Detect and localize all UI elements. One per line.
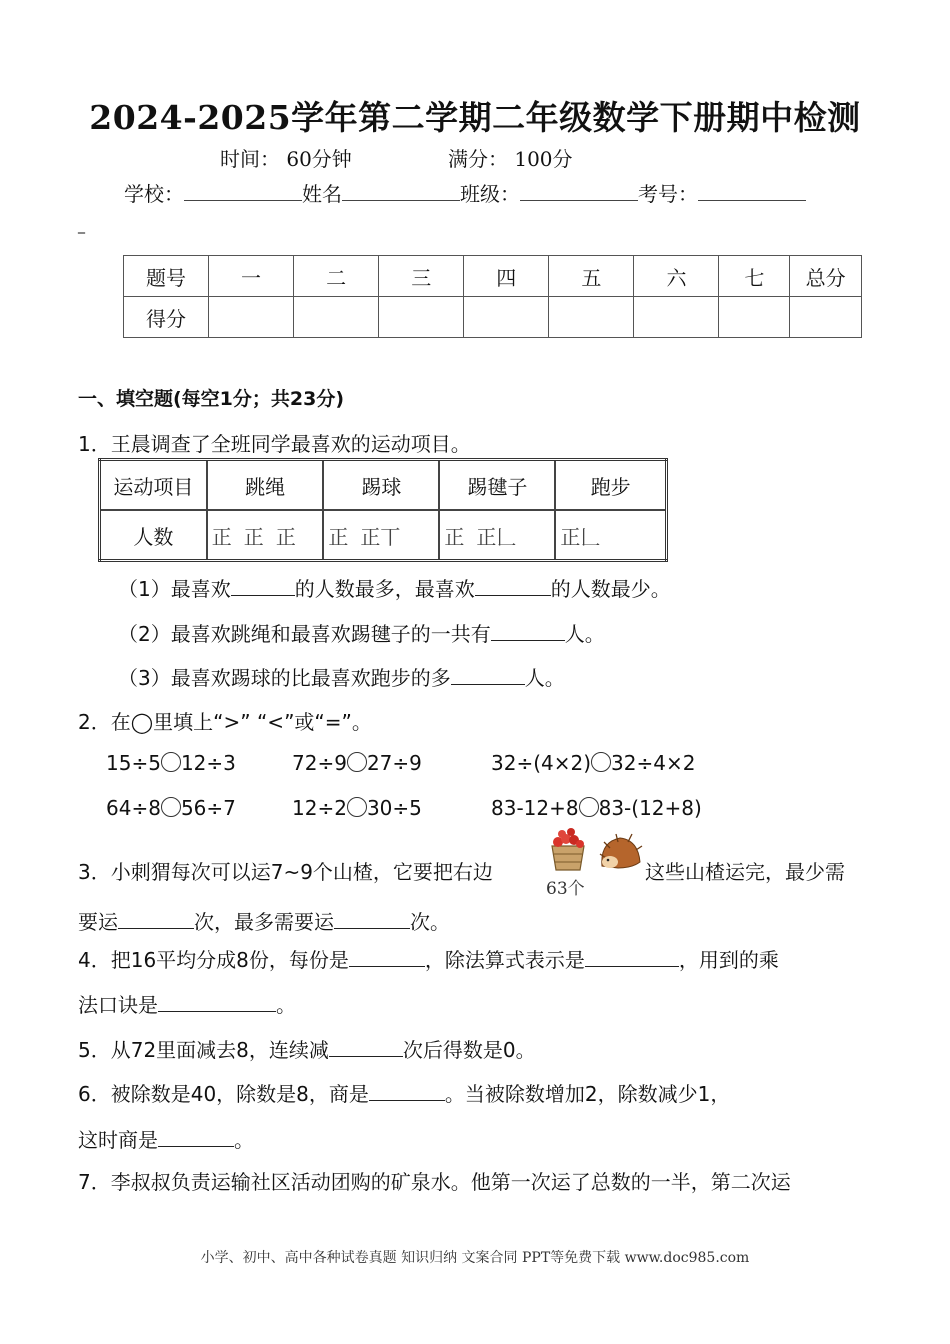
compare-circle[interactable] [161,797,181,817]
section-1-title: 一、填空题(每空1分；共23分) [78,388,345,410]
answer-blank[interactable] [329,1038,403,1057]
survey-header-row [100,460,667,511]
q1-survey-table [98,458,668,562]
q1-sub1-text: 的人数最多，最喜欢 [294,577,475,601]
q2-stem: 2．在◯里填上“>” “<”或“=”。 [78,710,372,734]
q5-text: 5．从72里面减去8，连续减 [78,1038,329,1062]
expr-left: 72÷9 [292,751,347,775]
compare-circle[interactable] [591,752,611,772]
tally-running: 正𠃊 [555,510,666,561]
expr-right: 27÷9 [366,751,422,775]
hedgehog-icon [600,834,642,868]
q6-line-1 [78,1078,730,1107]
q4-text: 4．把16平均分成8份，每份是 [78,948,349,972]
score-header-cell: 六 [634,256,719,297]
survey-header-cell: 踢毽子 [439,460,555,511]
survey-header-cell: 跑步 [555,460,666,511]
answer-blank[interactable] [451,666,525,685]
q6-text: 6．被除数是40，除数是8，商是 [78,1082,369,1106]
q1-sub1-text: （1）最喜欢 [118,577,231,601]
q2-expr-5 [292,796,422,820]
score-table [123,255,862,338]
compare-circle[interactable] [347,752,367,772]
student-info-row [124,178,806,207]
score-cell[interactable] [790,297,862,338]
q4-line-1 [78,944,779,973]
answer-blank[interactable] [158,1128,234,1147]
score-header-cell: 七 [719,256,790,297]
q3-line-2 [78,906,450,935]
q1-sub3-text: 人。 [524,666,565,690]
expr-right: 12÷3 [180,751,236,775]
expr-right: 83-(12+8) [598,796,702,820]
q5 [78,1034,536,1063]
answer-blank[interactable] [231,577,295,596]
expr-left: 64÷8 [106,796,161,820]
page-title: 2024-2025学年第二学期二年级数学下册期中检测 [89,98,861,137]
survey-header-cell: 运动项目 [100,460,207,511]
expr-right: 30÷5 [366,796,422,820]
exam-no-label: 考号： [638,182,698,206]
class-label: 班级： [460,182,520,206]
wrap-dash: _ [78,218,85,234]
expr-left: 32÷(4×2) [491,751,592,775]
q1-sub2-text: 人。 [564,622,605,646]
class-field[interactable] [520,180,638,201]
q1-sub1-text: 的人数最少。 [550,577,671,601]
q1-sub2 [118,618,605,647]
survey-row-label: 人数 [100,510,207,561]
score-header-cell: 一 [209,256,294,297]
score-cell[interactable] [379,297,464,338]
q2-expr-2 [292,751,422,775]
answer-blank[interactable] [491,622,565,641]
score-cell[interactable] [634,297,719,338]
score-header-cell: 四 [464,256,549,297]
q4-text: 法口诀是 [78,993,158,1017]
q4-text: ，用到的乘 [678,948,779,972]
score-header-cell: 三 [379,256,464,297]
school-label: 学校： [124,182,184,206]
q2-expr-1 [106,751,236,775]
q7-line-1: 7．李叔叔负责运输社区活动团购的矿泉水。他第一次运了总数的一半，第二次运 [78,1170,791,1194]
q1-sub2-text: （2）最喜欢跳绳和最喜欢踢毽子的一共有 [118,622,491,646]
tally-shuttlecock: 正 正𠃊 [439,510,555,561]
basket-icon [552,828,584,870]
score-header-cell: 五 [549,256,634,297]
q3-text: 次。 [410,910,450,934]
q2-expr-6 [491,796,702,820]
q3-text: 次，最多需要运 [194,910,334,934]
expr-right: 56÷7 [180,796,236,820]
score-header-cell: 总分 [790,256,862,297]
score-value: 100分 [514,147,573,171]
q1-sub1 [118,573,671,602]
score-cell[interactable] [719,297,790,338]
school-field[interactable] [184,180,302,201]
q6-line-2 [78,1124,254,1153]
score-label: 满分： [448,147,508,171]
q5-text: 次后得数是0。 [402,1038,536,1062]
q6-text: 。 [234,1128,254,1152]
time-label: 时间： [220,147,280,171]
score-header-cell: 题号 [124,256,209,297]
score-cell[interactable] [209,297,294,338]
q2-expr-4 [106,796,236,820]
tally-jump-rope: 正 正 正 [207,510,324,561]
score-cell[interactable] [464,297,549,338]
answer-blank[interactable] [158,993,276,1012]
q6-text: 。当被除数增加2，除数减少1， [444,1082,731,1106]
score-cell[interactable] [294,297,379,338]
score-row [124,297,862,338]
basket-caption: 63个 [546,879,585,899]
name-label: 姓名 [302,182,342,206]
compare-circle[interactable] [161,752,181,772]
q1-sub3-text: （3）最喜欢踢球的比最喜欢跑步的多 [118,666,451,690]
tally-football: 正 正丅 [323,510,439,561]
score-row-label: 得分 [124,297,209,338]
exam-no-field[interactable] [698,180,806,201]
score-header-row [124,256,862,297]
q3-text: 要运 [78,910,118,934]
q4-text: ，除法算式表示是 [424,948,585,972]
time-value: 60分钟 [286,147,352,171]
hawthorn-basket-icon [548,828,644,874]
answer-blank[interactable] [118,910,194,929]
page-footer: 小学、初中、高中各种试卷真题 知识归纳 文案合同 PPT等免费下载 www.doc985.com [200,1250,750,1266]
q3-stem-a: 3．小刺猬每次可以运7~9个山楂，它要把右边 [78,860,493,884]
q4-text: 。 [276,993,296,1017]
score-header-cell: 二 [294,256,379,297]
q2-expr-3 [491,751,695,775]
exam-time [220,143,352,172]
q6-text: 这时商是 [78,1128,158,1152]
answer-blank[interactable] [475,577,551,596]
expr-left: 12÷2 [292,796,347,820]
compare-circle[interactable] [579,797,599,817]
exam-full-score [448,143,573,172]
answer-blank[interactable] [585,948,679,967]
expr-left: 15÷5 [106,751,161,775]
q1-stem: 1．王晨调查了全班同学最喜欢的运动项目。 [78,432,471,456]
answer-blank[interactable] [349,948,425,967]
answer-blank[interactable] [334,910,410,929]
survey-count-row [100,510,667,561]
q1-sub3 [118,662,565,691]
expr-left: 83-12+8 [491,796,579,820]
name-field[interactable] [342,180,460,201]
q4-line-2 [78,989,296,1018]
survey-header-cell: 跳绳 [207,460,324,511]
score-cell[interactable] [549,297,634,338]
q3-stem-b: 这些山楂运完，最少需 [645,860,845,884]
compare-circle[interactable] [347,797,367,817]
expr-right: 32÷4×2 [611,751,696,775]
survey-header-cell: 踢球 [323,460,439,511]
answer-blank[interactable] [369,1082,445,1101]
